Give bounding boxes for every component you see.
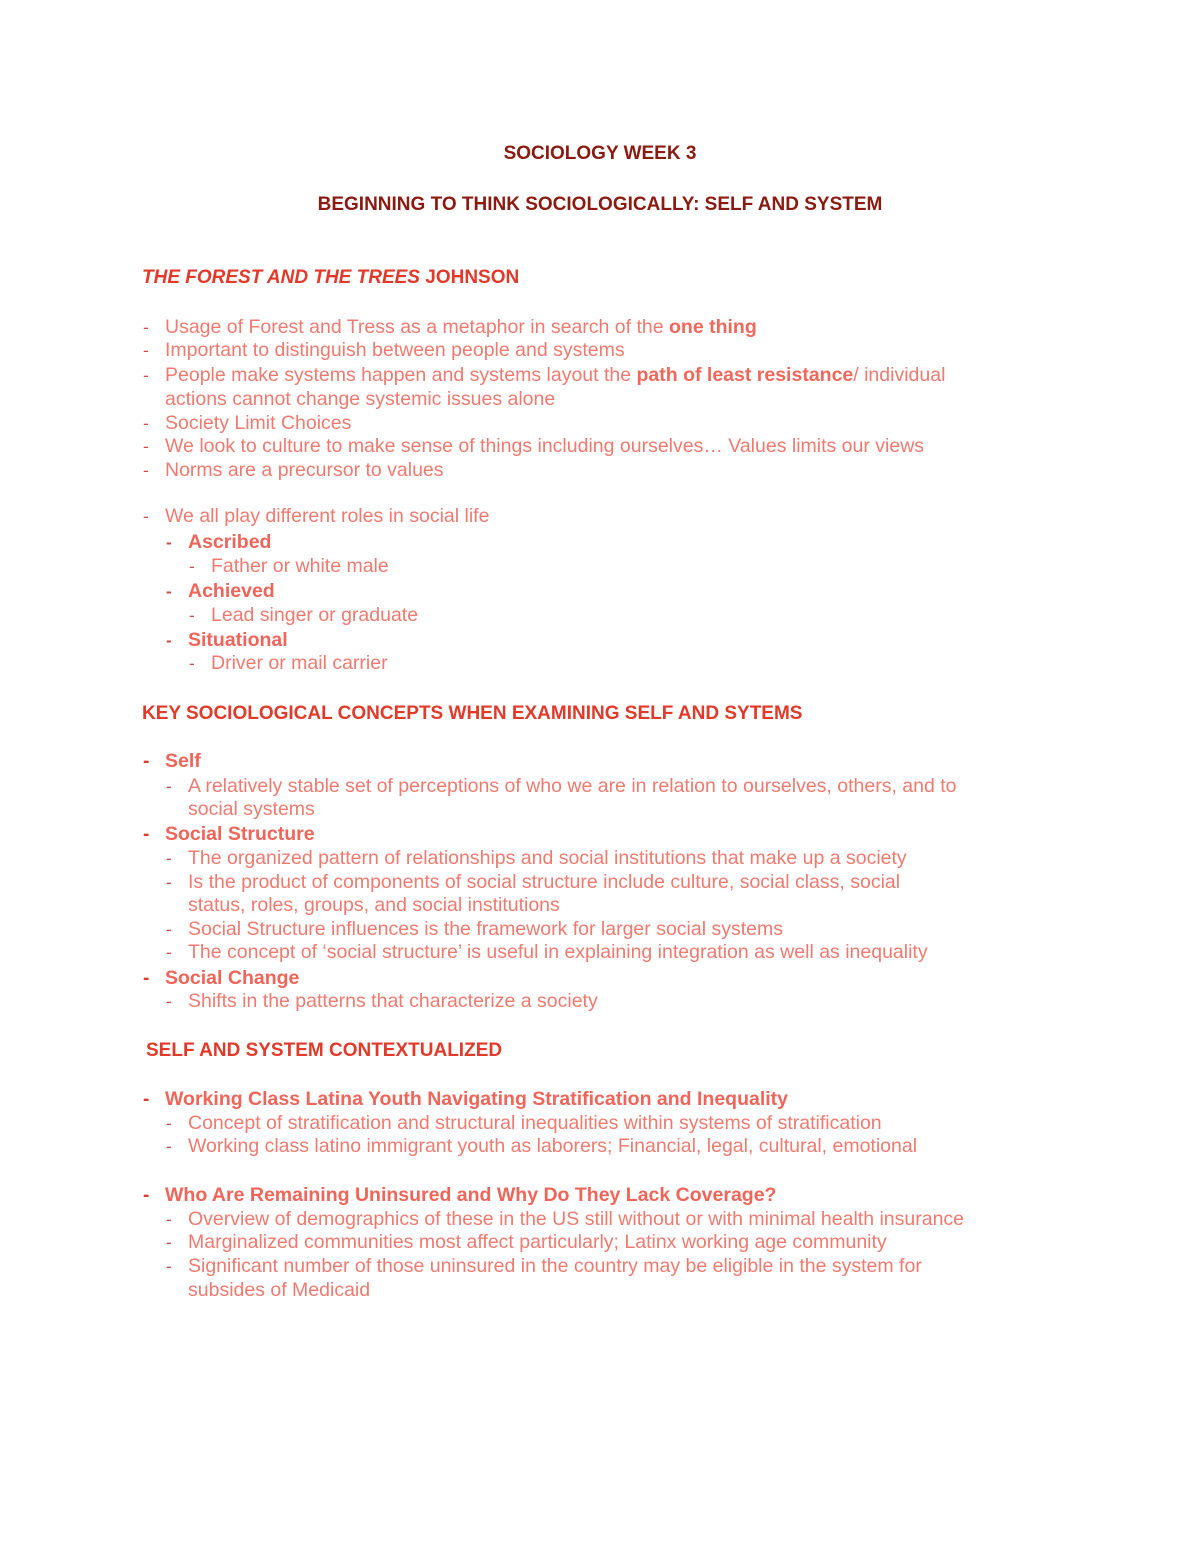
list-item-concept: - Social Structure — [143, 823, 315, 845]
bullet-dash: - — [166, 777, 172, 796]
list-item: - Marginalized communities most affect particularly; Latinx working age community — [166, 1231, 887, 1253]
list-item: - Is the product of components of social structure include culture, social class, social — [166, 871, 901, 893]
bullet-dash: - — [143, 968, 150, 989]
list-item-role: - Situational — [166, 629, 288, 651]
bullet-dash: - — [166, 533, 172, 552]
bullet-dash: - — [143, 1089, 150, 1110]
list-item: - Social Structure influences is the framework for larger social systems — [166, 918, 783, 940]
bullet-dash: - — [143, 437, 149, 456]
list-item: - Concept of stratification and structural inequalities within systems of stratification — [166, 1112, 882, 1134]
bullet-dash: - — [166, 1233, 172, 1252]
bullet-dash: - — [166, 943, 172, 962]
list-item: - Overview of demographics of these in the US still without or with minimal health insurance — [166, 1208, 965, 1230]
bullet-dash: - — [166, 1257, 172, 1276]
list-item-continuation: social systems — [188, 798, 315, 820]
bullet-dash: - — [166, 849, 172, 868]
list-item: - Working class latino immigrant youth as laborers; Financial, legal, cultural, emotional — [166, 1135, 918, 1157]
list-item-role: - Achieved — [166, 580, 275, 602]
bullet-dash: - — [166, 1210, 172, 1229]
list-item-continuation: subsides of Medicaid — [188, 1279, 371, 1301]
list-item-continuation: status, roles, groups, and social institutions — [188, 894, 560, 916]
list-item-topic: - Who Are Remaining Uninsured and Why Do They Lack Coverage? — [143, 1184, 777, 1206]
list-item: - Society Limit Choices — [143, 412, 352, 434]
section-heading-concepts: KEY SOCIOLOGICAL CONCEPTS WHEN EXAMINING SELF AND SYTEMS — [142, 703, 803, 724]
bullet-dash: - — [166, 631, 172, 650]
list-item: - A relatively stable set of perceptions of who we are in relation to ourselves, others, and to — [166, 775, 957, 797]
list-item: - Shifts in the patterns that characterize a society — [166, 990, 598, 1012]
list-item: - The organized pattern of relationships and social institutions that make up a society — [166, 847, 907, 869]
bullet-dash: - — [143, 318, 149, 337]
list-item: - Father or white male — [189, 555, 389, 577]
bullet-dash: - — [143, 1185, 150, 1206]
bullet-dash: - — [189, 654, 195, 673]
bullet-dash: - — [166, 1114, 172, 1133]
list-item: - We all play different roles in social life — [143, 505, 490, 527]
list-item: - People make systems happen and systems layout the path of least resistance/ individual — [143, 364, 946, 386]
bullet-dash: - — [166, 920, 172, 939]
list-item: - Significant number of those uninsured in the country may be eligible in the system for — [166, 1255, 922, 1277]
bullet-dash: - — [189, 557, 195, 576]
list-item-topic: - Working Class Latina Youth Navigating Stratification and Inequality — [143, 1088, 789, 1110]
bullet-dash: - — [143, 414, 149, 433]
list-item: - Norms are a precursor to values — [143, 459, 444, 481]
bullet-dash: - — [166, 873, 172, 892]
list-item: - We look to culture to make sense of things including ourselves… Values limits our views — [143, 435, 925, 457]
bullet-dash: - — [166, 582, 172, 601]
bullet-dash: - — [166, 992, 172, 1011]
list-item-continuation: actions cannot change systemic issues alone — [165, 388, 556, 410]
heading-book-title: THE FOREST AND THE TREES — [142, 267, 420, 288]
list-item-concept: - Self — [143, 750, 201, 772]
list-item: - Important to distinguish between people and systems — [143, 339, 625, 361]
bullet-dash: - — [143, 366, 149, 385]
bullet-dash: - — [166, 1137, 172, 1156]
list-item-role: - Ascribed — [166, 531, 272, 553]
list-item: - Usage of Forest and Tress as a metaphor in search of the one thing — [143, 316, 757, 338]
bullet-dash: - — [143, 507, 149, 526]
bullet-dash: - — [143, 341, 149, 360]
list-item-concept: - Social Change — [143, 967, 300, 989]
heading-author: JOHNSON — [419, 267, 520, 288]
bullet-dash: - — [143, 824, 150, 845]
section-heading-forest — [142, 267, 519, 289]
list-item: - Lead singer or graduate — [189, 604, 419, 626]
doc-subtitle: BEGINNING TO THINK SOCIOLOGICALLY: SELF AND SYSTEM — [317, 194, 883, 215]
doc-title: SOCIOLOGY WEEK 3 — [503, 143, 697, 164]
list-item: - The concept of ‘social structure’ is useful in explaining integration as well as inequality — [166, 941, 928, 963]
bullet-dash: - — [143, 751, 150, 772]
bullet-dash: - — [189, 606, 195, 625]
bullet-dash: - — [143, 461, 149, 480]
list-item: - Driver or mail carrier — [189, 652, 388, 674]
section-heading-contextualized: SELF AND SYSTEM CONTEXTUALIZED — [146, 1040, 503, 1061]
